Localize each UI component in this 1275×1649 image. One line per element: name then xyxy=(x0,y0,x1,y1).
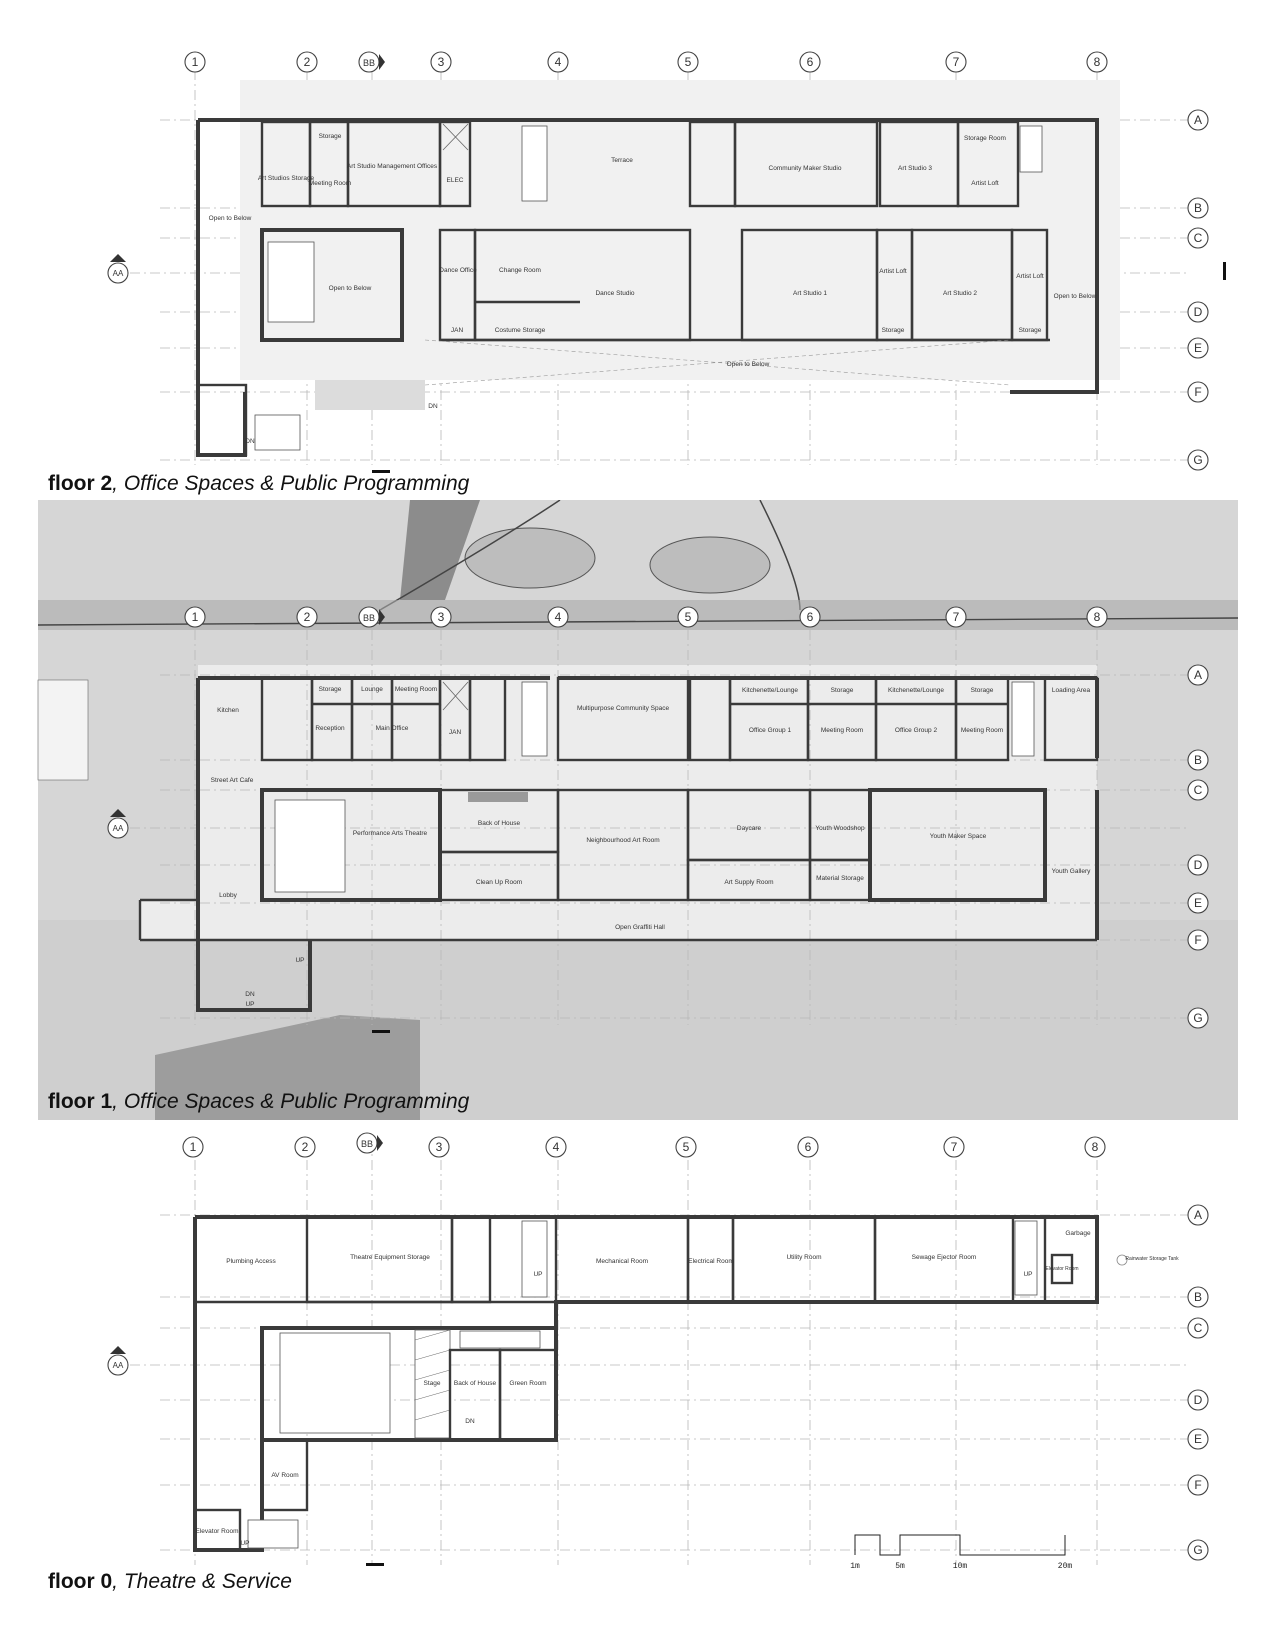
grid-label: E xyxy=(1193,1432,1203,1446)
grid-label: 2 xyxy=(303,610,311,624)
room-label: DN xyxy=(428,403,438,410)
room-label: Art Supply Room xyxy=(724,879,774,886)
room-label: UP xyxy=(245,1001,255,1008)
room-label: Utility Room xyxy=(786,1254,822,1261)
grid-label: B xyxy=(1193,753,1203,767)
grid-label: F xyxy=(1194,933,1202,947)
room-label: UP xyxy=(533,1271,543,1278)
room-label: UP xyxy=(1023,1271,1033,1278)
room-label: DN xyxy=(465,1418,475,1425)
floor-caption: floor 0, Theatre & Service xyxy=(48,1570,292,1593)
floor-2-panel xyxy=(0,40,1275,495)
room-label: Lounge xyxy=(361,686,383,693)
room-label: Open to Below xyxy=(328,285,372,292)
room-label: Storage xyxy=(318,686,342,693)
scale-label: 5m xyxy=(895,1562,905,1571)
room-label: JAN xyxy=(448,729,462,736)
room-label: Performance Arts Theatre xyxy=(352,830,428,837)
grid-label: 1 xyxy=(191,55,199,69)
floor-2-plan xyxy=(0,40,1275,480)
floor-1-panel xyxy=(0,500,1275,1120)
grid-label: 5 xyxy=(682,1140,690,1154)
room-label: Art Studio Management Offices xyxy=(346,163,438,170)
room-label: Open Graffiti Hall xyxy=(615,924,665,931)
grid-label: B xyxy=(1193,201,1203,215)
room-label: UP xyxy=(240,1540,250,1547)
room-label: Lobby xyxy=(219,892,237,899)
room-label: Youth Woodshop xyxy=(815,825,865,832)
section-marker: AA xyxy=(112,1361,124,1370)
room-label: Street Art Cafe xyxy=(210,777,254,784)
scale-label: 10m xyxy=(952,1562,968,1571)
room-label: Neighbourhood Art Room xyxy=(586,837,660,844)
grid-label: 2 xyxy=(301,1140,309,1154)
room-label: Meeting Room xyxy=(820,727,864,734)
room-label: Storage xyxy=(1018,327,1042,334)
grid-label: 8 xyxy=(1091,1140,1099,1154)
floor-caption: floor 1, Office Spaces & Public Programming xyxy=(48,1090,470,1113)
room-label: Back of House xyxy=(453,1380,497,1387)
grid-label: BB xyxy=(362,58,376,68)
grid-label: C xyxy=(1193,783,1203,797)
grid-label: B xyxy=(1193,1290,1203,1304)
scale-label: 20m xyxy=(1057,1562,1073,1571)
grid-label: 3 xyxy=(437,55,445,69)
rooms xyxy=(195,1217,1127,1550)
floor-0-panel xyxy=(0,1125,1275,1625)
room-label: Costume Storage xyxy=(494,327,546,334)
room-label: Artist Loft xyxy=(971,180,999,187)
room-label: Material Storage xyxy=(816,875,864,882)
grid-label: G xyxy=(1193,1011,1203,1025)
room-label: Storage xyxy=(970,687,994,694)
floor-caption: floor 2, Office Spaces & Public Programming xyxy=(48,472,470,495)
grid-label: 6 xyxy=(806,610,814,624)
room-label: Artist Loft xyxy=(1016,273,1044,280)
room-label: DN xyxy=(245,991,255,998)
grid-label: 4 xyxy=(552,1140,560,1154)
grid-label: A xyxy=(1193,113,1203,127)
grid-label: 5 xyxy=(684,610,692,624)
room-label: Dance Studio xyxy=(595,290,635,297)
room-label: Art Studios Storage xyxy=(257,175,315,182)
room-label: Kitchenette/Lounge xyxy=(741,687,799,694)
room-label: Kitchen xyxy=(217,707,239,714)
room-label: Open to Below xyxy=(1053,293,1097,300)
scale-bar xyxy=(850,1535,1072,1571)
room-label: ELEC xyxy=(446,177,464,184)
room-label: Art Studio 2 xyxy=(943,290,977,297)
grid-label: 7 xyxy=(950,1140,958,1154)
room-label: Meeting Room xyxy=(394,686,438,693)
grid-label: 7 xyxy=(952,55,960,69)
room-label: Green Room xyxy=(509,1380,547,1387)
grid-label: A xyxy=(1193,668,1203,682)
grid-label: 5 xyxy=(684,55,692,69)
room-label: Electrical Room xyxy=(688,1258,734,1265)
room-label: Open to Below xyxy=(208,215,252,222)
grid-label: 4 xyxy=(554,610,562,624)
room-label: Youth Gallery xyxy=(1051,868,1091,875)
room-label: Open to Below xyxy=(726,361,770,368)
room-label: Storage xyxy=(881,327,905,334)
room-label: JAN xyxy=(450,327,464,334)
room-label: Storage Room xyxy=(964,135,1006,142)
grid-label: 1 xyxy=(189,1140,197,1154)
section-marker: AA xyxy=(112,269,124,278)
floor-1-plan xyxy=(0,500,1275,1120)
room-label: Garbage xyxy=(1065,1230,1091,1237)
room-label: Storage xyxy=(318,133,342,140)
grid-label: C xyxy=(1193,1321,1203,1335)
room-label: Dance Office xyxy=(439,267,477,274)
room-label: Plumbing Access xyxy=(226,1258,276,1265)
grid-label: BB xyxy=(362,613,376,623)
room-label: Office Group 2 xyxy=(894,727,938,734)
room-label: Main Office xyxy=(375,725,409,732)
room-label: Community Maker Studio xyxy=(768,165,842,172)
room-label: Theatre Equipment Storage xyxy=(350,1254,430,1261)
grid-label: 1 xyxy=(191,610,199,624)
grid-label: 2 xyxy=(303,55,311,69)
room-label: Back of House xyxy=(477,820,521,827)
grid-label: A xyxy=(1193,1208,1203,1222)
grid-label: G xyxy=(1193,453,1203,467)
grid-label: G xyxy=(1193,1543,1203,1557)
grid-label: BB xyxy=(360,1139,374,1149)
room-label: Mechanical Room xyxy=(595,1258,649,1265)
grid-label: 7 xyxy=(952,610,960,624)
grid-label: 6 xyxy=(804,1140,812,1154)
grid-label: E xyxy=(1193,341,1203,355)
grid-label: F xyxy=(1194,1478,1202,1492)
room-label: Multipurpose Community Space xyxy=(576,705,670,712)
scale-label: 1m xyxy=(850,1562,860,1571)
room-label: Change Room xyxy=(499,267,541,274)
room-label: Elevator Room xyxy=(195,1528,239,1535)
room-label: Storage xyxy=(830,687,854,694)
room-label: Reception xyxy=(315,725,345,732)
grid-label: E xyxy=(1193,896,1203,910)
room-label: Daycare xyxy=(736,825,762,832)
room-label: Stage xyxy=(423,1380,441,1387)
room-label: Terrace xyxy=(611,157,633,164)
room-label: DN xyxy=(245,438,255,445)
grid-label: 8 xyxy=(1093,55,1101,69)
grid-label: C xyxy=(1193,231,1203,245)
grid-label: 4 xyxy=(554,55,562,69)
grid-label: D xyxy=(1193,305,1203,319)
room-label: Rainwater Storage Tank xyxy=(1125,1256,1179,1262)
room-label: Kitchenette/Lounge xyxy=(887,687,945,694)
room-label: Artist Loft xyxy=(879,268,907,275)
grid-label: F xyxy=(1194,385,1202,399)
room-label: Art Studio 3 xyxy=(898,165,932,172)
room-label: Meeting Room xyxy=(960,727,1004,734)
room-label: Youth Maker Space xyxy=(929,833,987,840)
grid-label: D xyxy=(1193,1393,1203,1407)
grid-label: D xyxy=(1193,858,1203,872)
grid-label: 6 xyxy=(806,55,814,69)
room-label: Office Group 1 xyxy=(748,727,792,734)
room-label: UP xyxy=(295,957,305,964)
column-markers xyxy=(183,1133,1105,1157)
room-label: Elevator Room xyxy=(1045,1266,1079,1272)
column-markers xyxy=(185,52,1107,72)
room-label: AV Room xyxy=(271,1472,299,1479)
grid-label: 3 xyxy=(437,610,445,624)
floor-0-plan xyxy=(0,1125,1275,1625)
room-label: Art Studio 1 xyxy=(793,290,827,297)
room-label: Meeting Room xyxy=(308,180,352,187)
section-marker: AA xyxy=(112,824,124,833)
grid-label: 8 xyxy=(1093,610,1101,624)
room-label: Loading Area xyxy=(1051,687,1091,694)
room-label: Sewage Ejector Room xyxy=(911,1254,977,1261)
room-label: Clean Up Room xyxy=(475,879,523,886)
grid-label: 3 xyxy=(435,1140,443,1154)
